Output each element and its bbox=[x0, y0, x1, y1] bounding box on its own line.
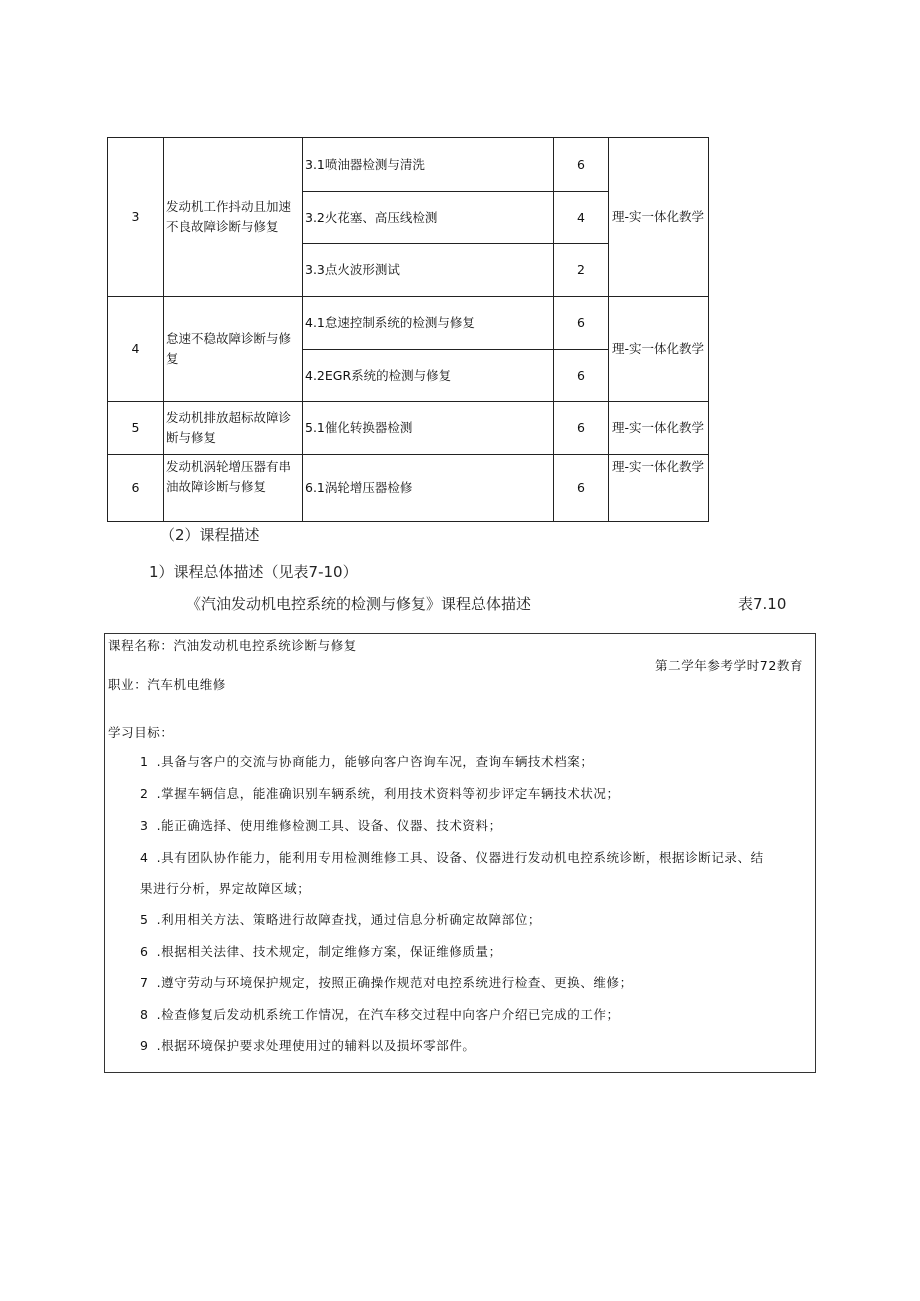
task-name: 6.1涡轮增压器检修 bbox=[303, 455, 554, 522]
course-project-table bbox=[107, 137, 709, 522]
table-row bbox=[108, 402, 709, 455]
goal-number: 2 bbox=[140, 786, 149, 801]
task-hours: 6 bbox=[554, 350, 609, 402]
table-caption-title: 《汽油发动机电控系统的检测与修复》课程总体描述 bbox=[186, 595, 532, 613]
teaching-mode: 理-实一体化教学 bbox=[609, 138, 709, 297]
goal-number: 7 bbox=[140, 975, 149, 990]
hours-info: 第二学年参考学时72教育 bbox=[655, 658, 804, 673]
task-name: 3.1喷油器检测与清洗 bbox=[303, 138, 554, 192]
course-name: 课程名称：汽油发动机电控系统诊断与修复 bbox=[108, 638, 357, 653]
task-hours: 6 bbox=[554, 138, 609, 192]
goals-label: 学习目标： bbox=[108, 725, 174, 740]
goal-continuation: 果进行分析，界定故障区域； bbox=[140, 881, 311, 896]
list-item bbox=[140, 1005, 620, 1023]
table-row bbox=[108, 297, 709, 350]
project-name: 发动机涡轮增压器有串油故障诊断与修复 bbox=[164, 455, 303, 522]
goal-text: .具备与客户的交流与协商能力，能够向客户咨询车况，查询车辆技术档案； bbox=[156, 754, 594, 769]
task-name: 4.1怠速控制系统的检测与修复 bbox=[303, 297, 554, 350]
task-hours: 6 bbox=[554, 455, 609, 522]
list-item bbox=[140, 816, 502, 834]
project-number: 3 bbox=[108, 138, 164, 297]
profession: 职业：汽车机电维修 bbox=[108, 677, 226, 692]
project-number: 4 bbox=[108, 297, 164, 402]
goal-text: .利用相关方法、策略进行故障查找，通过信息分析确定故障部位； bbox=[156, 912, 542, 927]
goal-number: 4 bbox=[140, 850, 149, 865]
goal-text: .遵守劳动与环境保护规定，按照正确操作规范对电控系统进行检查、更换、维修； bbox=[156, 975, 633, 990]
project-name: 怠速不稳故障诊断与修复 bbox=[164, 297, 303, 402]
list-item bbox=[140, 848, 764, 866]
goal-text: .能正确选择、使用维修检测工具、设备、仪器、技术资料； bbox=[156, 818, 502, 833]
list-item bbox=[140, 752, 593, 770]
goal-text: .掌握车辆信息，能准确识别车辆系统，利用技术资料等初步评定车辆技术状况； bbox=[156, 786, 620, 801]
task-hours: 2 bbox=[554, 244, 609, 297]
table-caption-number: 表7.10 bbox=[738, 595, 787, 613]
project-number: 6 bbox=[108, 455, 164, 522]
list-item bbox=[140, 942, 502, 960]
teaching-mode: 理-实一体化教学 bbox=[609, 455, 709, 522]
task-hours: 4 bbox=[554, 192, 609, 244]
goal-text: .检查修复后发动机系统工作情况，在汽车移交过程中向客户介绍已完成的工作； bbox=[156, 1007, 620, 1022]
task-name: 5.1催化转换器检测 bbox=[303, 402, 554, 455]
task-name: 3.2火花塞、高压线检测 bbox=[303, 192, 554, 244]
teaching-mode: 理-实一体化教学 bbox=[609, 402, 709, 455]
list-item bbox=[140, 910, 541, 928]
goal-text: .根据相关法律、技术规定，制定维修方案，保证维修质量； bbox=[156, 944, 502, 959]
goal-number: 5 bbox=[140, 912, 149, 927]
goal-number: 9 bbox=[140, 1038, 149, 1053]
project-name: 发动机排放超标故障诊断与修复 bbox=[164, 402, 303, 455]
table-row bbox=[108, 138, 709, 192]
task-name: 4.2EGR系统的检测与修复 bbox=[303, 350, 554, 402]
goal-text: .具有团队协作能力，能利用专用检测维修工具、设备、仪器进行发动机电控系统诊断，根据诊断记录、结 bbox=[156, 850, 764, 865]
task-name: 3.3点火波形测试 bbox=[303, 244, 554, 297]
list-item bbox=[140, 1036, 476, 1054]
goal-number: 8 bbox=[140, 1007, 149, 1022]
task-hours: 6 bbox=[554, 297, 609, 350]
teaching-mode: 理-实一体化教学 bbox=[609, 297, 709, 402]
goal-number: 1 bbox=[140, 754, 149, 769]
goal-number: 6 bbox=[140, 944, 149, 959]
project-name: 发动机工作抖动且加速不良故障诊断与修复 bbox=[164, 138, 303, 297]
list-item bbox=[140, 784, 620, 802]
goal-number: 3 bbox=[140, 818, 149, 833]
table-row bbox=[108, 455, 709, 522]
project-number: 5 bbox=[108, 402, 164, 455]
list-item bbox=[140, 973, 633, 991]
task-hours: 6 bbox=[554, 402, 609, 455]
section-heading: （2）课程描述 bbox=[160, 526, 260, 544]
subsection-heading: 1）课程总体描述（见表7-10） bbox=[149, 563, 358, 581]
goal-text: .根据环境保护要求处理使用过的辅料以及损坏零部件。 bbox=[156, 1038, 476, 1053]
